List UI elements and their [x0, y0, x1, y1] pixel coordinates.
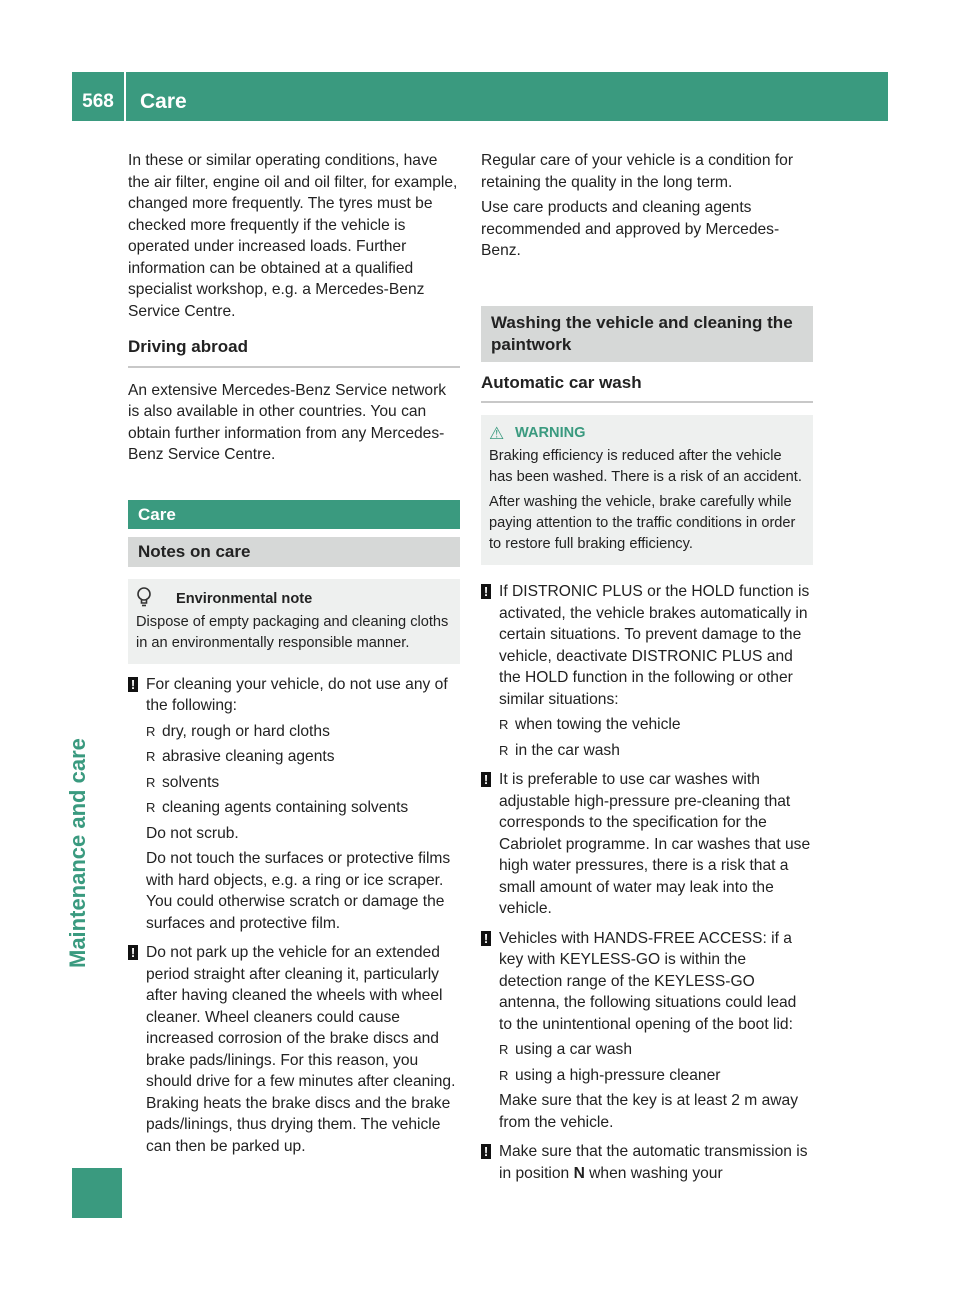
- side-tab: [63, 738, 93, 968]
- care-section-band: Care: [128, 500, 460, 530]
- driving-abroad-text: An extensive Mercedes-Benz Service network is also available in other countries. You can obtain further information from any Mercedes-Benz Service Centre.: [128, 381, 447, 463]
- list-item: R using a car wash: [499, 1039, 813, 1061]
- bullet-icon: R: [499, 717, 509, 732]
- bullet-icon: R: [146, 800, 156, 815]
- warning-title: WARNING: [515, 425, 586, 441]
- side-tab-label: Maintenance and care: [65, 738, 90, 968]
- care-products-paragraph: Use care products and cleaning agents recommended and approved by Mercedes-Benz.: [481, 199, 780, 259]
- environmental-note-text: Dispose of empty packaging and cleaning cloths in an environmentally responsible manner.: [136, 613, 449, 651]
- driving-abroad-heading: Driving abroad: [128, 326, 460, 368]
- warning-text: After washing the vehicle, brake carefully while paying attention to the traffic conditions in order to restore full braking efficiency.: [489, 494, 796, 552]
- notice-text: Make sure that the automatic transmission is in position N when washing your: [499, 1143, 808, 1182]
- notice-parking: [128, 942, 460, 1157]
- header-bar: [72, 72, 888, 121]
- page-title: Care: [140, 90, 187, 113]
- bullet-icon: R: [146, 723, 156, 739]
- exclamation-icon: !: [128, 677, 138, 692]
- exclamation-icon: !: [481, 584, 491, 599]
- list-item: R when towing the vehicle: [499, 714, 813, 736]
- environmental-note: [128, 579, 460, 664]
- notice-text: If DISTRONIC PLUS or the HOLD function is activated, the vehicle brakes automatically in certain situations. To prevent damage to the vehicle, deactivate DISTRONIC PLUS and the HOLD function in the following or other similar situations:: [499, 583, 810, 708]
- notice-cleaning-agents: [128, 674, 460, 935]
- list-item: R solvents: [146, 772, 460, 794]
- intro-paragraph: In these or similar operating conditions, have the air filter, engine oil and oil filter, for example, changed more frequently. The tyres must be checked more frequently if the vehicle is operated under increased loads. Further information can be obtained at a qualified specialist workshop, e.g. a Mercedes-Benz Service Centre.: [128, 152, 458, 320]
- exclamation-icon: !: [481, 931, 491, 946]
- exclamation-icon: !: [481, 772, 491, 787]
- notes-on-care-band: Notes on care: [128, 537, 460, 567]
- automatic-car-wash-heading: Automatic car wash: [481, 362, 813, 404]
- warning-triangle-icon: ⚠: [489, 424, 505, 443]
- bullet-list: [146, 721, 460, 819]
- notice-text: Do not scrub.: [146, 824, 239, 842]
- exclamation-icon: !: [128, 945, 138, 960]
- right-column: [481, 150, 813, 1188]
- care-paragraph: Regular care of your vehicle is a condition for retaining the quality in the long term.: [481, 152, 794, 191]
- bullet-list: [499, 1039, 813, 1086]
- warning-text: Braking efficiency is reduced after the vehicle has been washed. There is a risk of an accident.: [489, 448, 802, 485]
- notice-text: Vehicles with HANDS-FREE ACCESS: if a key with KEYLESS-GO is within the detection range of the KEYLESS-GO antenna, the following situations could lead to the unintentional opening of the boot lid:: [499, 929, 797, 1033]
- notice-text: For cleaning your vehicle, do not use any of the following:: [146, 675, 448, 714]
- washing-section-band: Washing the vehicle and cleaning the paintwork: [481, 306, 813, 362]
- environmental-note-title: Environmental note: [176, 590, 313, 607]
- notice-hands-free-access: [481, 928, 813, 1134]
- notice-transmission: [481, 1141, 813, 1184]
- bullet-icon: R: [499, 1067, 509, 1083]
- list-item: R in the car wash: [499, 740, 813, 762]
- exclamation-icon: !: [481, 1144, 491, 1159]
- bullet-icon: R: [146, 774, 156, 790]
- list-item: R dry, rough or hard cloths: [146, 721, 460, 743]
- notice-text: It is preferable to use car washes with adjustable high-pressure pre-cleaning that corresponds to the specification for the Cabriolet programme. In car washes that use high water pressures, there is a risk that a small amount of water may leak into the vehicle.: [499, 771, 811, 917]
- bullet-list: [499, 714, 813, 761]
- bullet-icon: R: [146, 749, 156, 764]
- lightbulb-icon: [136, 587, 176, 612]
- left-column: [128, 150, 460, 1161]
- notice-text: Do not touch the surfaces or protective films with hard objects, e.g. a ring or ice scraper. You could otherwise scratch or damage the surfaces and protective film.: [146, 850, 451, 932]
- gear-position: N: [573, 1164, 585, 1182]
- list-item: R abrasive cleaning agents: [146, 746, 460, 768]
- header-divider: [124, 72, 126, 121]
- notice-text: Do not park up the vehicle for an extended period straight after cleaning it, particularly after having cleaned the wheels with wheel cleaner. Wheel cleaners could cause increased corrosion of the brake discs and brake pads/linings. For this reason, you should drive for a few minutes after cleaning. Braking heats the brake discs and the brake pads/linings, thus drying them. The vehicle can then be parked up.: [146, 944, 456, 1155]
- side-tab-marker: [72, 1168, 122, 1218]
- page-number: 568: [82, 91, 114, 112]
- list-item: R cleaning agents containing solvents: [146, 797, 460, 819]
- bullet-icon: R: [499, 742, 509, 758]
- warning-box: [481, 415, 813, 565]
- notice-text: Make sure that the key is at least 2 m away from the vehicle.: [499, 1092, 799, 1131]
- notice-car-wash-pressure: [481, 769, 813, 920]
- notice-distronic: [481, 581, 813, 761]
- bullet-icon: R: [499, 1042, 509, 1057]
- list-item: R using a high-pressure cleaner: [499, 1065, 813, 1087]
